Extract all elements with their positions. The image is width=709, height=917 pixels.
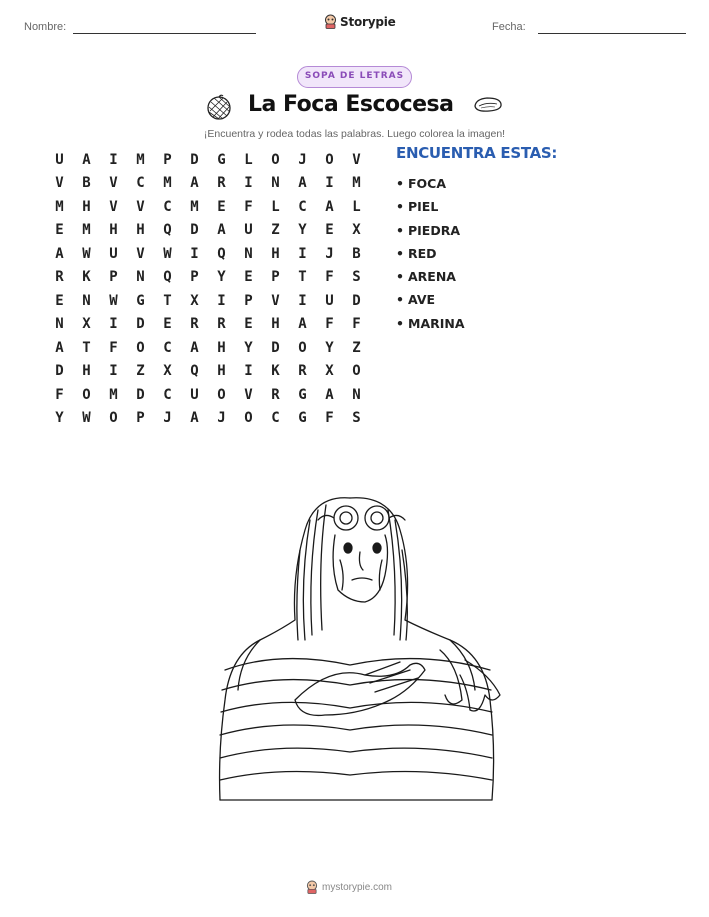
grid-cell[interactable]: G [298,386,307,403]
grid-row [46,172,370,196]
grid-cell[interactable]: N [82,292,91,309]
word-list-item [396,219,557,242]
grid-cell[interactable]: A [190,175,199,192]
grid-cell[interactable]: F [325,410,334,427]
grid-row [46,289,370,313]
grid-cell[interactable]: C [163,386,172,403]
grid-cell[interactable]: C [136,175,145,192]
bullet: • [396,176,404,191]
grid-cell[interactable]: F [109,339,118,356]
grid-cell[interactable]: Y [325,339,334,356]
bullet: • [396,292,404,308]
grid-row [46,195,370,219]
nombre-label: Nombre: [24,21,67,33]
grid-cell[interactable]: R [55,269,64,286]
grid-cell[interactable]: J [325,245,334,262]
grid-cell[interactable]: X [352,222,361,239]
grid-cell[interactable]: M [109,386,118,403]
grid-cell[interactable]: H [82,198,91,215]
grid-cell[interactable]: E [55,222,64,239]
grid-cell[interactable]: U [325,292,334,309]
grid-cell[interactable]: V [352,151,361,168]
grid-cell[interactable]: E [217,198,226,215]
grid-cell[interactable]: V [244,386,253,403]
grid-row [46,360,370,384]
word-list-item [396,172,557,195]
page-title: La Foca Escocesa [248,92,454,117]
grid-cell[interactable]: O [298,339,307,356]
instructions: ¡Encuentra y rodea todas las palabras. Luego colorea la imagen! [203,128,506,140]
grid-cell[interactable]: E [244,269,253,286]
grid-cell[interactable]: V [109,198,118,215]
grid-cell[interactable]: M [136,151,145,168]
grid-cell[interactable]: I [190,245,199,262]
grid-cell[interactable]: H [136,222,145,239]
grid-cell[interactable]: K [271,363,280,380]
grid-row [46,407,370,431]
word-list-title: ENCUENTRA ESTAS: [396,144,558,162]
grid-cell[interactable]: D [190,222,199,239]
grid-cell[interactable]: I [217,292,226,309]
word-text: FOCA [408,176,447,191]
grid-row [46,148,370,172]
grid-cell[interactable]: O [82,386,91,403]
grid-cell[interactable]: M [82,222,91,239]
grid-cell[interactable]: T [163,292,172,309]
worksheet-type-badge: SOPA DE LETRAS [297,66,412,88]
word-text: PIEDRA [408,222,461,238]
grid-cell[interactable]: L [271,198,280,215]
word-list-item [396,265,557,288]
grid-cell[interactable]: A [217,222,226,239]
grid-cell[interactable]: P [271,269,280,286]
bullet: • [396,269,404,285]
grid-cell[interactable]: X [163,363,172,380]
grid-cell[interactable]: X [325,363,334,380]
grid-cell[interactable]: M [190,198,199,215]
grid-cell[interactable]: H [271,316,280,333]
grid-cell[interactable]: D [136,316,145,333]
grid-cell[interactable]: V [271,292,280,309]
seal-person-coloring-illustration [200,490,510,810]
grid-cell[interactable]: E [55,292,64,309]
grid-cell[interactable]: I [325,175,334,192]
grid-cell[interactable]: C [163,339,172,356]
grid-cell[interactable]: R [217,175,226,192]
grid-cell[interactable]: W [82,245,91,262]
grid-cell[interactable]: O [325,151,334,168]
bullet: • [396,222,404,238]
grid-cell[interactable]: J [298,151,307,168]
grid-cell[interactable]: L [352,198,361,215]
grid-cell[interactable]: O [271,151,280,168]
brand-name: Storypie [340,14,396,29]
grid-cell[interactable]: M [352,175,361,192]
grid-cell[interactable]: O [136,339,145,356]
bullet: • [396,199,404,215]
grid-cell[interactable]: Z [136,363,145,380]
grid-cell[interactable]: A [298,175,307,192]
grid-cell[interactable]: O [244,410,253,427]
grid-cell[interactable]: F [325,316,334,333]
nombre-field[interactable] [73,33,256,34]
grid-cell[interactable]: I [244,175,253,192]
word-list-item [396,312,557,335]
word-list-item [396,288,557,311]
grid-cell[interactable]: V [136,245,145,262]
word-list-panel [396,144,557,335]
footer-url[interactable]: mystorypie.com [322,881,393,893]
storypie-mascot-icon [324,14,337,29]
grid-cell[interactable]: F [244,198,253,215]
grid-cell[interactable]: B [352,245,361,262]
grid-cell[interactable]: U [190,386,199,403]
grid-cell[interactable]: P [244,292,253,309]
storypie-mascot-icon [306,880,318,894]
grid-cell[interactable]: R [217,316,226,333]
grid-cell[interactable]: L [244,151,253,168]
grid-cell[interactable]: W [163,245,172,262]
grid-cell[interactable]: K [82,269,91,286]
fecha-field[interactable] [538,33,686,34]
fecha-label: Fecha: [492,21,526,33]
grid-cell[interactable]: D [190,151,199,168]
grid-cell[interactable]: J [217,410,226,427]
grid-cell[interactable]: O [352,363,361,380]
word-text: MARINA [408,315,465,331]
grid-cell[interactable]: N [271,175,280,192]
grid-cell[interactable]: P [136,410,145,427]
grid-cell[interactable]: Y [244,339,253,356]
grid-cell[interactable]: C [298,198,307,215]
grid-cell[interactable]: S [352,410,361,427]
grid-cell[interactable]: I [109,151,118,168]
grid-cell[interactable]: Q [217,245,226,262]
grid-cell[interactable]: M [55,198,64,215]
grid-row [46,383,370,407]
grid-row [46,336,370,360]
grid-row [46,313,370,337]
grid-cell[interactable]: P [109,269,118,286]
grid-cell[interactable]: I [298,245,307,262]
grid-cell[interactable]: G [298,410,307,427]
grid-row [46,242,370,266]
grid-cell[interactable]: H [217,339,226,356]
grid-cell[interactable]: T [298,269,307,286]
grid-cell[interactable]: U [55,151,64,168]
grid-cell[interactable]: S [352,269,361,286]
grid-cell[interactable]: A [190,339,199,356]
grid-cell[interactable]: V [55,175,64,192]
grid-cell[interactable]: F [55,386,64,403]
bullet: • [396,245,404,261]
grid-cell[interactable]: F [325,269,334,286]
grid-cell[interactable]: I [244,363,253,380]
grid-cell[interactable]: D [55,363,64,380]
letter-grid [46,148,370,430]
grid-cell[interactable]: I [109,363,118,380]
grid-cell[interactable]: W [82,410,91,427]
footer [306,880,392,894]
grid-cell[interactable]: Q [163,269,172,286]
grid-cell[interactable]: A [325,198,334,215]
word-list-item [396,195,557,218]
grid-cell[interactable]: H [217,363,226,380]
grid-cell[interactable]: E [325,222,334,239]
word-text: RED [408,245,437,261]
grid-cell[interactable]: U [244,222,253,239]
grid-cell[interactable]: Y [298,222,307,239]
word-text: ARENA [408,269,456,285]
brand-logo [324,14,396,29]
word-text: PIEL [408,199,439,215]
grid-row [46,219,370,243]
bullet: • [396,315,404,331]
grid-cell[interactable]: Q [163,222,172,239]
grid-cell[interactable]: J [163,410,172,427]
grid-cell[interactable]: B [82,175,91,192]
grid-cell[interactable]: G [217,151,226,168]
grid-cell[interactable]: R [190,316,199,333]
word-list-item [396,242,557,265]
grid-cell[interactable]: A [82,151,91,168]
grid-cell[interactable]: Z [352,339,361,356]
grid-cell[interactable]: I [109,316,118,333]
grid-cell[interactable]: A [298,316,307,333]
grid-cell[interactable]: P [190,269,199,286]
grid-cell[interactable]: C [271,410,280,427]
grid-cell[interactable]: T [82,339,91,356]
grid-cell[interactable]: Q [190,363,199,380]
grid-cell[interactable]: A [55,245,64,262]
grid-cell[interactable]: N [244,245,253,262]
grid-cell[interactable]: C [163,198,172,215]
grid-cell[interactable]: Y [217,269,226,286]
ball-of-yarn-icon [205,93,233,121]
grid-cell[interactable]: W [109,292,118,309]
title-row [0,90,709,124]
grid-cell[interactable]: O [217,386,226,403]
grid-cell[interactable]: E [244,316,253,333]
grid-cell[interactable]: I [298,292,307,309]
grid-cell[interactable]: H [271,245,280,262]
grid-row [46,266,370,290]
grid-cell[interactable]: G [136,292,145,309]
grid-cell[interactable]: P [163,151,172,168]
grid-cell[interactable]: V [136,198,145,215]
grid-cell[interactable]: R [298,363,307,380]
grid-cell[interactable]: N [352,386,361,403]
grid-cell[interactable]: U [109,245,118,262]
grid-cell[interactable]: A [325,386,334,403]
grid-cell[interactable]: Z [271,222,280,239]
grid-cell[interactable]: N [136,269,145,286]
word-list [396,172,557,335]
grid-cell[interactable]: H [109,222,118,239]
grid-cell[interactable]: A [190,410,199,427]
grid-cell[interactable]: R [271,386,280,403]
grid-cell[interactable]: M [163,175,172,192]
grid-cell[interactable]: E [163,316,172,333]
grid-cell[interactable]: D [136,386,145,403]
word-text: AVE [408,292,436,308]
grid-cell[interactable]: O [109,410,118,427]
grid-cell[interactable]: Y [55,410,64,427]
grid-cell[interactable]: V [109,175,118,192]
grid-cell[interactable]: X [190,292,199,309]
grid-cell[interactable]: D [271,339,280,356]
stone-icon [472,95,504,115]
grid-cell[interactable]: A [55,339,64,356]
grid-cell[interactable]: F [352,316,361,333]
grid-cell[interactable]: X [82,316,91,333]
grid-cell[interactable]: D [352,292,361,309]
grid-cell[interactable]: H [82,363,91,380]
grid-cell[interactable]: N [55,316,64,333]
